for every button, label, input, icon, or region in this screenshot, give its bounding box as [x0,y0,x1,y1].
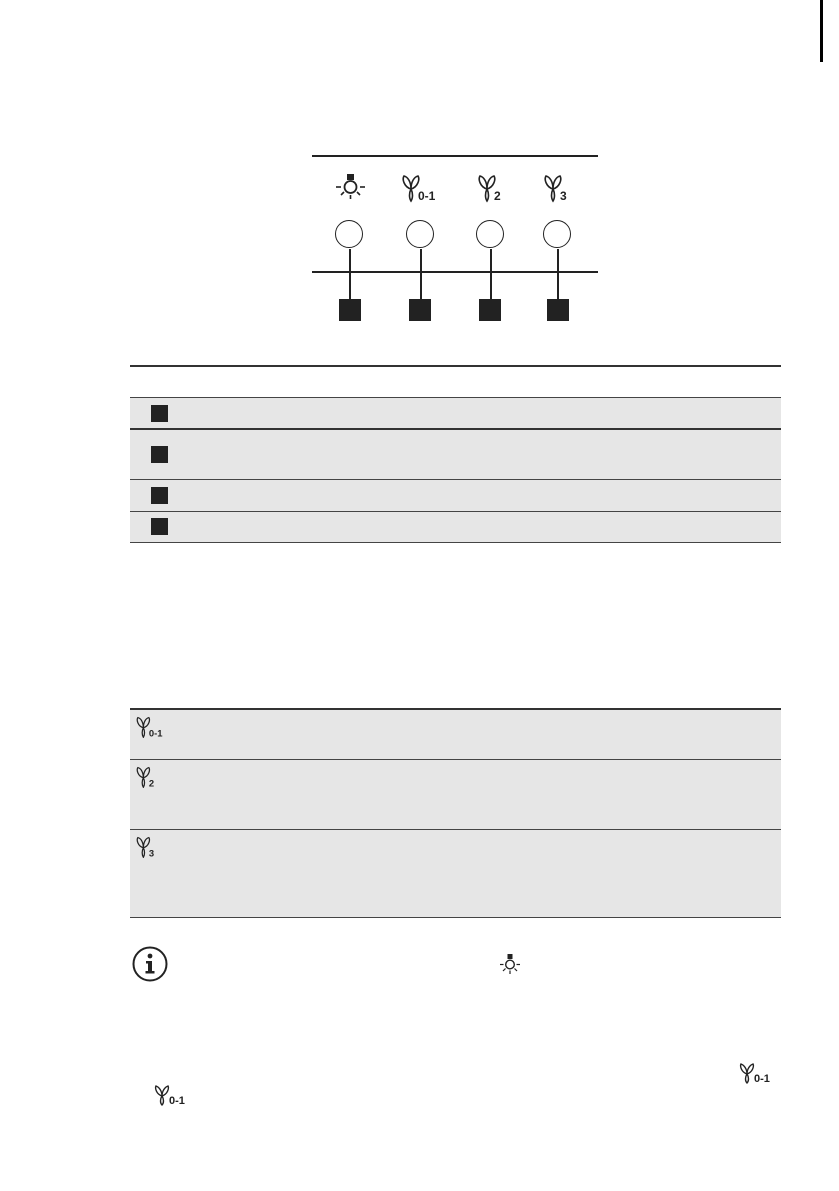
page-edge-mark [820,0,823,62]
light-icon [328,173,372,203]
fan-suffix-label: 0-1 [148,727,163,738]
table-rule [130,542,781,543]
fan-0-1-icon [738,1062,782,1084]
fan-0-1-icon [134,716,170,738]
fan-suffix-label: 3 [560,189,567,203]
callout-marker [409,299,431,321]
fan-3-icon [134,836,170,858]
fan-speed-3-button[interactable] [543,220,571,248]
light-button[interactable] [335,220,363,248]
table-row [130,398,781,429]
panel-bottom-line [312,271,598,273]
callout-marker [339,299,361,321]
callout-marker [151,405,168,422]
table-rule [130,397,781,398]
callout-marker [151,487,168,504]
fan-0-1-icon [153,1084,197,1106]
fan-3-icon [542,173,586,203]
fan-speed-0-1-button[interactable] [406,220,434,248]
table-row [130,512,781,542]
info-icon [132,946,168,982]
fan-2-icon [476,173,520,203]
fan-suffix-label: 2 [494,189,501,203]
table-rule [130,917,781,918]
leader-line [349,249,351,300]
callout-marker [547,299,569,321]
callout-table [130,365,781,543]
panel-top-line [312,155,598,157]
fan-speed-2-button[interactable] [476,220,504,248]
leader-line [557,249,559,300]
table-row [130,710,781,759]
table-row [130,430,781,479]
table-row [130,830,781,917]
fan-suffix-label: 2 [148,777,155,788]
table-row [130,760,781,829]
light-icon [498,953,522,977]
fan-suffix-label: 0-1 [754,1073,770,1084]
table-row [130,480,781,511]
fan-suffix-label: 3 [148,847,155,858]
callout-marker [479,299,501,321]
fan-suffix-label: 0-1 [169,1095,185,1106]
leader-line [420,249,422,300]
control-panel-diagram [312,155,598,325]
fan-2-icon [134,766,170,788]
callout-marker [151,518,168,535]
leader-line [490,249,492,300]
fan-suffix-label: 0-1 [418,189,436,203]
table-rule [130,365,781,367]
fan-speed-table [130,708,781,918]
fan-0-1-icon [400,173,444,203]
callout-marker [151,446,168,463]
